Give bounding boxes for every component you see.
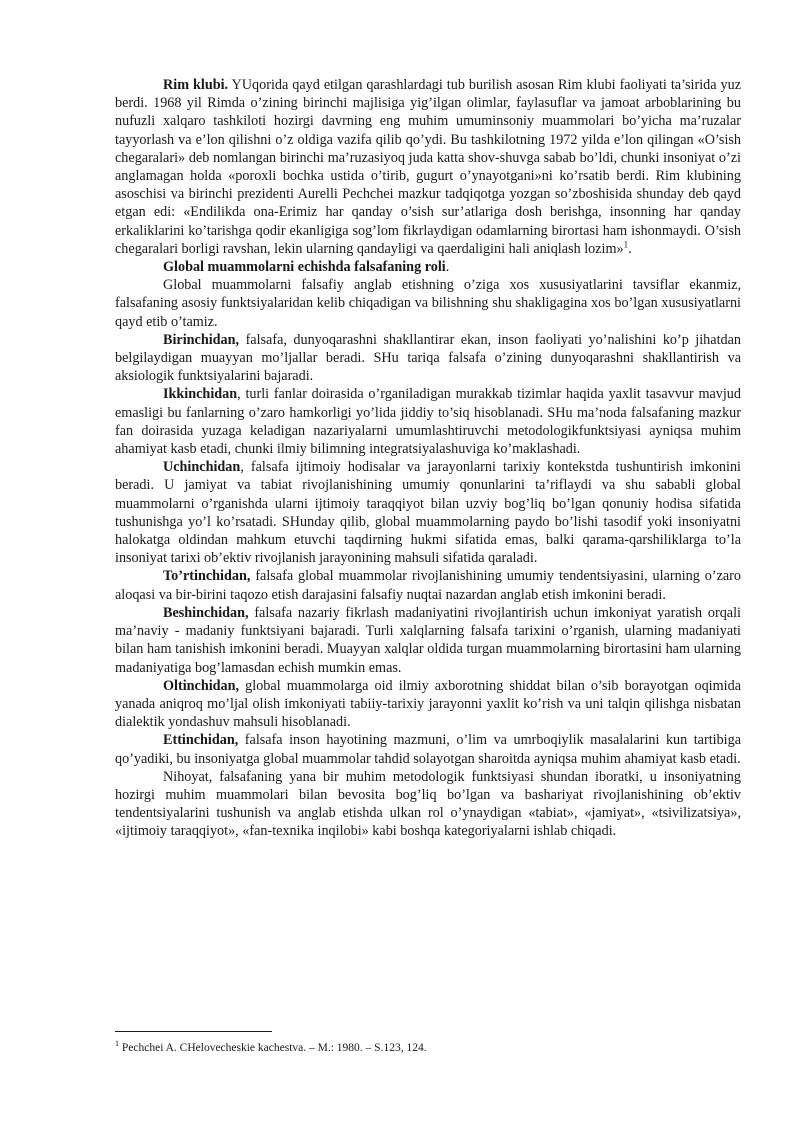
paragraph-text: , falsafa ijtimoiy hodisalar va jarayonlarni tarixiy kontekstda tushuntirish imkonini beradi. U jamiyat va tabiat rivojlanishining umumiy qonunlarini ta’riflaydi va shu sababli global muammolarni o’rganishda ularni ijtimoiy taraqqiyot bilan uzviy bog’liq bo’lgan qonuniy hodisa sifatida tushunishga yo’l ko’rsatadi. SHunday qilib, global muammolarning paydo bo’lishi tasodif yoki insoniyatni halokatga oldindan mahkum etuvchi taqdirning hukmi sifatida emas, balki qarama-qarshiliklarga to’la insoniyat tarixi ob’ektiv rivojlanish jarayonining mahsuli sifatida qaraladi. (115, 459, 741, 567)
paragraph-lead: Birinchidan, (163, 331, 240, 348)
paragraph-lead: Rim klubi. (163, 77, 229, 93)
paragraph-lead: Ettinchidan, (163, 732, 239, 749)
paragraph-text: falsafa nazariy fikrlash madaniyatini rivojlantirish uchun imkoniyat yaratish orqali ma’naviy - madaniy funktsiyani bajaradi. Turli xalqlarning falsafa tarixini o’rganish, ularning madaniyati bilan ham tanishish imkonini beradi. Muayyan xalqlar oldida turgan muammolarning birortasini ham ularning madaniyatiga bog’lamasdan echish mumkin emas. (115, 604, 741, 676)
paragraph-text: , turli fanlar doirasida o’rganiladigan murakkab tizimlar haqida yaxlit tasavvur mavjud emasligi bu fanlarning o’zaro hamkorligi yo’lida jiddiy to’siq hisoblanadi. SHu ma’noda falsafaning mazkur fan doirasida yuzaga keladigan nazariyalarni umumlashtiruvchi metodologikfunktsiyasi ayniqsa muhim ahamiyat kasb etadi, chunki ilmiy bilimning integratsiyalashuviga ko’maklashadi. (115, 386, 741, 458)
paragraph-tortinchidan (115, 567, 741, 603)
footnote-text: Pechchei A. CHelovecheskie kachestva. – M.: 1980. – S.123, 124. (119, 1042, 427, 1054)
paragraph-text: falsafa, dunyoqarashni shakllantirar ekan, inson faoliyati yo’nalishini ko’p jihatdan belgilaydigan muayyan mo’ljallar beradi. SHu tariqa falsafa o’zining dunyoqarashni shakllantirish va aksiologik funktsiyalarini bajaradi. (115, 331, 741, 385)
document-body (115, 76, 741, 841)
paragraph-lead: To’rtinchidan, (163, 568, 251, 585)
paragraph-tail: . (628, 240, 632, 257)
paragraph-ikkinchidan (115, 385, 741, 458)
paragraph-beshinchidan (115, 604, 741, 677)
section-heading-text: Global muammolarni echishda falsafaning roli (163, 259, 446, 276)
paragraph-oltinchidan (115, 677, 741, 732)
footnote-reference[interactable]: 1 (623, 239, 629, 250)
paragraph-text: YUqorida qayd etilgan qarashlardagi tub burilish asosan Rim klubi faoliyati ta’sirida yuz berdi. 1968 yil Rimda o’zining birinchi majlisiga yig’ilgan olimlar, faylasuflar va jamoat arboblarining bu nufuzli xalqaro tashkiloti hozirgi davrning eng muhim umuminsoniy muammolari bo’yicha ma’ruzalar tayyorlash va e’lon qilishni o’z oldiga vazifa qilib qo’ydi. Bu tashkilotning 1972 yilda e’lon qilingan «O’sish chegaralari» deb nomlangan birinchi ma’ruzasiyoq juda katta shov-shuvga sabab bo’ldi, chunki insoniyat o’zi anglamagan holda «poroxli bochka ustida o’tirib, gugurt o’ynayotgani»ni ko’rsatib berdi. Rim klubining asoschisi va birinchi prezidenti Aurelli Pechchei mazkur tadqiqotga yozgan so’zboshisida shunday deb qayd etgan edi: «Endilikda ona-Erimiz har qanday o’sish sur’atlariga dosh berishga, insonning har qanday erkaliklarini ko’tarishga qodir ekanligiga sog’lom fikrlaydigan odamlarning birortasi ham ishonmaydi. O’sish chegaralari borligi ravshan, lekin ularning qandayligi va qaerdaligini hali aniqlash lozim» (115, 77, 741, 257)
paragraph-text: Nihoyat, falsafaning yana bir muhim metodologik funktsiyasi shundan iboratki, u insoniyatning hozirgi muhim muammolari bilan bevosita bog’liq bo’lgan va bashariyat rivojlanishining ob’ektiv tendentsiyalarini tushunish va anglab etishda ulkan rol o’ynaydigan «tabiat», «jamiyat», «tsivilizatsiya», «ijtimoiy taraqqiyot», «fan-texnika inqilobi» kabi boshqa kategoriyalarni ishlab chiqadi. (115, 768, 741, 840)
paragraph-lead: Beshinchidan, (163, 604, 249, 621)
paragraph-rim-klubi (115, 76, 741, 258)
footnote (115, 1041, 741, 1055)
paragraph-lead: Uchinchidan (163, 459, 241, 476)
paragraph-ettinchidan (115, 731, 741, 767)
paragraph-intro (115, 276, 741, 331)
footnote-divider (115, 1031, 272, 1032)
paragraph-birinchidan (115, 331, 741, 386)
section-heading (115, 258, 741, 276)
paragraph-text: global muammolarga oid ilmiy axborotning shiddat bilan o’sib borayotgan oqimida yanada aniqroq mo’ljal olish imkoniyati tabiiy-tarixiy jarayonni yaxlit ko’rish va uni talqin qilishga nisbatan dialektik yondashuv mahsuli hisoblanadi. (115, 677, 741, 731)
paragraph-text: Global muammolarni falsafiy anglab etishning o’ziga xos xususiyatlarini tavsiflar ekanmiz, falsafaning asosiy funktsiyalaridan kelib chiqadigan va bilishning shu shakligagina xos bo’lgan xususiyatlarni qayd etib o’tamiz. (115, 277, 741, 330)
paragraph-text: falsafa global muammolar rivojlanishining umumiy tendentsiyasini, ularning o’zaro aloqasi va bir-birini taqozo etish darajasini falsafiy nuqtai nazardan anglab etish imkonini beradi. (115, 568, 741, 603)
paragraph-lead: Ikkinchidan (163, 386, 238, 403)
paragraph-uchinchidan (115, 458, 741, 567)
footnote-mark: 1 (115, 1039, 119, 1049)
paragraph-lead: Oltinchidan, (163, 677, 240, 694)
paragraph-nihoyat (115, 768, 741, 841)
paragraph-text: falsafa inson hayotining mazmuni, o’lim va umrboqiylik masalalarini kun tartibiga qo’yadiki, bu insoniyatga global muammolar tahdid solayotgan sharoitda ayniqsa muhim ahamiyat kasb etadi. (115, 732, 741, 767)
section-heading-period: . (445, 259, 450, 276)
